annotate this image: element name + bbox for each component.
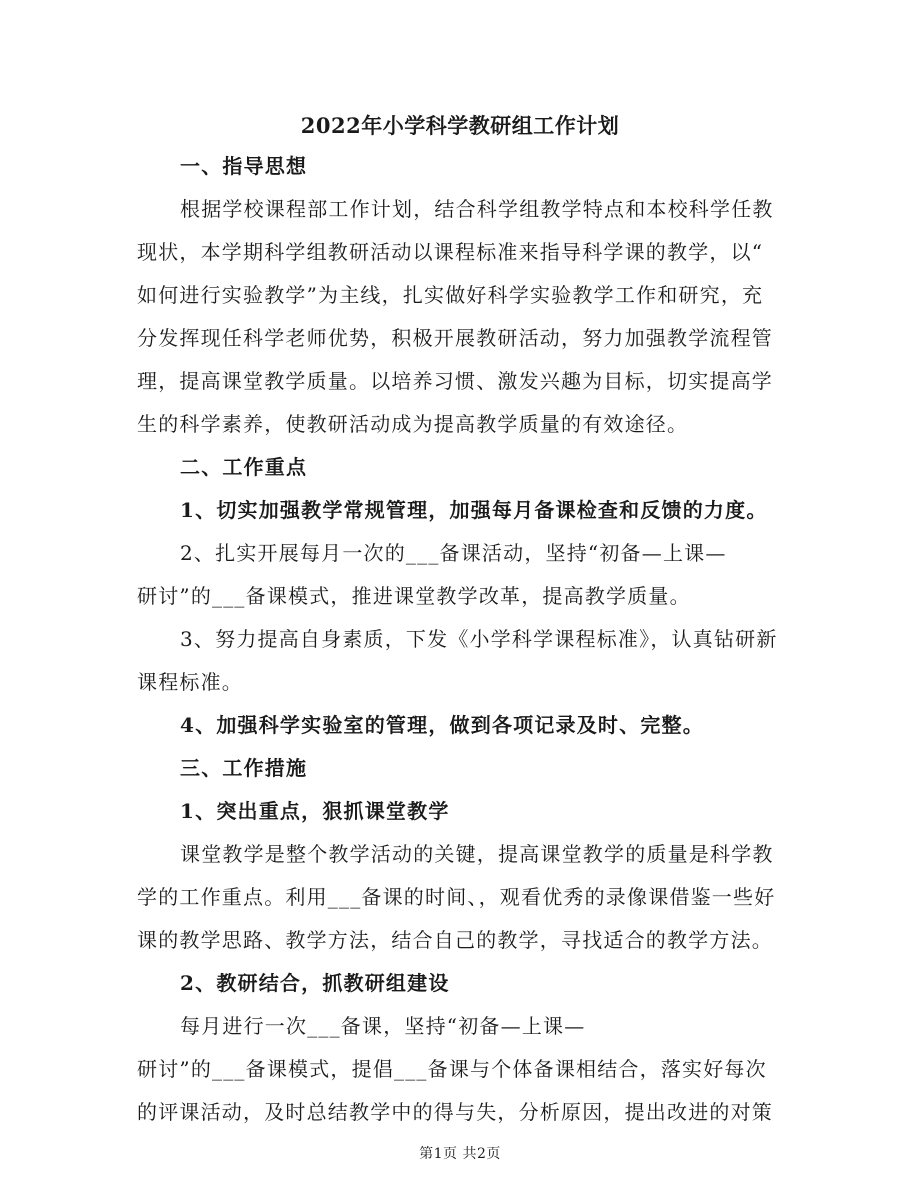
paragraph-line: 分发挥现任科学老师优势，积极开展教研活动，努力加强教学流程管 bbox=[137, 326, 773, 350]
paragraph-line: 理，提高课堂教学质量。以培养习惯、激发兴趣为目标，切实提高学 bbox=[137, 369, 773, 393]
list-item: 2、扎实开展每月一次的___备课活动，坚持“初备—上课— bbox=[180, 541, 727, 565]
page-number: 第1页 共2页 bbox=[419, 1146, 501, 1162]
document-title: 2022年小学科学教研组工作计划 bbox=[300, 113, 620, 138]
list-item: 3、努力提高自身素质，下发《小学科学课程标准》，认真钻研新 bbox=[180, 627, 778, 651]
paragraph-line: 根据学校课程部工作计划，结合科学组教学特点和本校科学任教 bbox=[180, 197, 774, 221]
list-item: 1、切实加强教学常规管理，加强每月备课检查和反馈的力度。 bbox=[180, 498, 768, 522]
paragraph-line: 每月进行一次___备课，坚持“初备—上课— bbox=[180, 1014, 586, 1038]
section-heading-work-measures: 三、工作措施 bbox=[180, 756, 308, 780]
paragraph-line: 课的教学思路、教学方法，结合自己的教学，寻找适合的教学方法。 bbox=[137, 928, 773, 952]
paragraph-line: 学的工作重点。利用___备课的时间、，观看优秀的录像课借鉴一些好 bbox=[137, 885, 776, 909]
list-item-continuation: 课程标准。 bbox=[137, 670, 243, 694]
paragraph-line: 研讨”的___备课模式，提倡___备课与个体备课相结合，落实好每次 bbox=[137, 1057, 767, 1081]
paragraph-line: 如何进行实验教学”为主线，扎实做好科学实验教学工作和研究，充 bbox=[137, 283, 764, 307]
section-heading-guiding-thought: 一、指导思想 bbox=[180, 154, 308, 178]
list-item-continuation: 研讨”的___备课模式，推进课堂教学改革，提高教学质量。 bbox=[137, 584, 691, 608]
subsection-heading: 1、突出重点，狠抓课堂教学 bbox=[180, 799, 450, 823]
paragraph-line: 的评课活动，及时总结教学中的得与失，分析原因，提出改进的对策 bbox=[137, 1100, 773, 1124]
section-heading-work-focus: 二、工作重点 bbox=[180, 455, 308, 479]
paragraph-line: 课堂教学是整个教学活动的关键，提高课堂教学的质量是科学教 bbox=[180, 842, 774, 866]
list-item: 4、加强科学实验室的管理，做到各项记录及时、完整。 bbox=[180, 713, 704, 737]
paragraph-line: 现状，本学期科学组教研活动以课程标准来指导科学课的教学，以“ bbox=[137, 240, 764, 264]
subsection-heading: 2、教研结合，抓教研组建设 bbox=[180, 971, 450, 995]
paragraph-line: 生的科学素养，使教研活动成为提高教学质量的有效途径。 bbox=[137, 412, 689, 436]
